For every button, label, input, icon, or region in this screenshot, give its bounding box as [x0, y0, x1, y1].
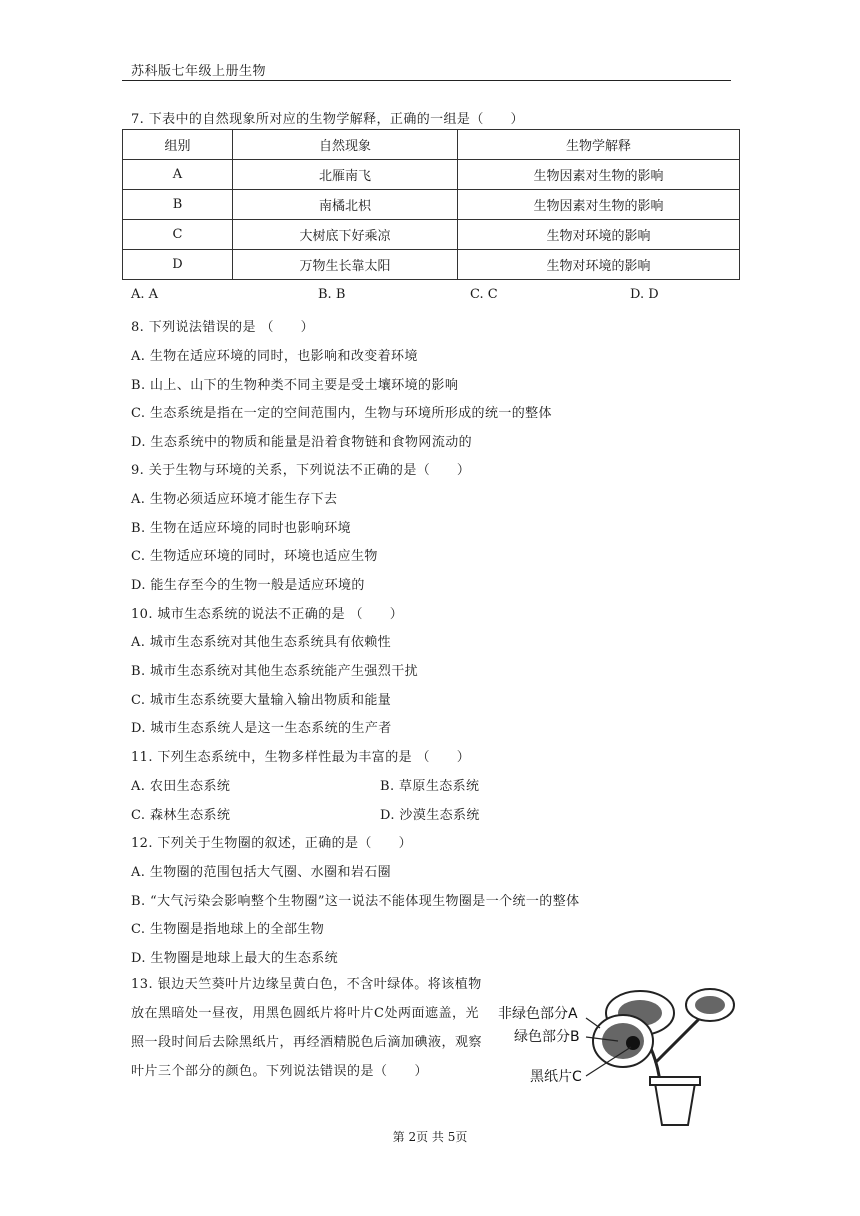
table-row — [123, 220, 740, 250]
geranium-figure — [490, 983, 740, 1133]
q11-option-c: C. 森林生态系统 — [131, 808, 231, 823]
table-row — [123, 190, 740, 220]
table-row — [123, 160, 740, 190]
table-cell: 生物因素对生物的影响 — [458, 190, 740, 220]
geranium-plant-icon — [490, 983, 740, 1133]
q7-stem: 7. 下表中的自然现象所对应的生物学解释，正确的一组是（ ） — [131, 112, 524, 127]
table-cell: B — [123, 190, 233, 220]
q10-option-b: B. 城市生态系统对其他生态系统能产生强烈干扰 — [131, 664, 419, 679]
q12-option-c: C. 生物圈是指地球上的全部生物 — [131, 922, 325, 937]
table-cell: D — [123, 250, 233, 280]
table-cell: 生物对环境的影响 — [458, 220, 740, 250]
q9-option-b: B. 生物在适应环境的同时也影响环境 — [131, 521, 352, 536]
q7-option-a: A. A — [131, 287, 159, 302]
q7-table — [122, 129, 740, 280]
q9-stem: 9. 关于生物与环境的关系，下列说法不正确的是（ ） — [131, 463, 471, 478]
table-header-row — [123, 130, 740, 160]
q7-option-d: D. D — [630, 287, 659, 302]
table-header-cell: 组别 — [123, 130, 233, 160]
q10-option-a: A. 城市生态系统对其他生态系统具有依赖性 — [131, 635, 392, 650]
q9-option-a: A. 生物必须适应环境才能生存下去 — [131, 492, 338, 507]
q8-option-c: C. 生态系统是指在一定的空间范围内，生物与环境所形成的统一的整体 — [131, 406, 552, 421]
q9-option-d: D. 能生存至今的生物一般是适应环境的 — [131, 578, 365, 593]
q10-option-c: C. 城市生态系统要大量输入输出物质和能量 — [131, 693, 392, 708]
q11-option-d: D. 沙漠生态系统 — [380, 808, 480, 823]
table-cell: 万物生长靠太阳 — [233, 250, 458, 280]
q8-option-a: A. 生物在适应环境的同时，也影响和改变着环境 — [131, 349, 418, 364]
q10-option-d: D. 城市生态系统人是这一生态系统的生产者 — [131, 721, 392, 736]
figure-label-b: 绿色部分B — [514, 1029, 580, 1045]
table-row — [123, 250, 740, 280]
table-cell: 北雁南飞 — [233, 160, 458, 190]
q9-option-c: C. 生物适应环境的同时，环境也适应生物 — [131, 549, 378, 564]
q8-option-b: B. 山上、山下的生物种类不同主要是受土壤环境的影响 — [131, 378, 459, 393]
table-header-cell: 生物学解释 — [458, 130, 740, 160]
page-number: 第 2页 共 5页 — [392, 1130, 468, 1144]
q8-stem: 8. 下列说法错误的是 （ ） — [131, 320, 315, 335]
q12-option-b: B. “大气污染会影响整个生物圈”这一说法不能体现生物圈是一个统一的整体 — [131, 894, 580, 909]
table-cell: 生物因素对生物的影响 — [458, 160, 740, 190]
q11-stem: 11. 下列生态系统中，生物多样性最为丰富的是 （ ） — [131, 750, 471, 765]
table-header-cell: 自然现象 — [233, 130, 458, 160]
page-header-title: 苏科版七年级上册生物 — [131, 64, 267, 79]
table-cell: 南橘北枳 — [233, 190, 458, 220]
header-rule — [122, 80, 731, 81]
q10-stem: 10. 城市生态系统的说法不正确的是 （ ） — [131, 607, 404, 622]
q7-option-c: C. C — [470, 287, 498, 302]
figure-label-a: 非绿色部分A — [498, 1006, 578, 1022]
table-cell: A — [123, 160, 233, 190]
q8-option-d: D. 生态系统中的物质和能量是沿着食物链和食物网流动的 — [131, 435, 473, 450]
q11-option-a: A. 农田生态系统 — [131, 779, 231, 794]
q12-option-d: D. 生物圈是地球上最大的生态系统 — [131, 951, 339, 966]
q13-stem: 13. 银边天竺葵叶片边缘呈黄白色，不含叶绿体。将该植物放在黑暗处一昼夜，用黑色圆纸片将叶片C处两面遮盖，光照一段时间后去除黑纸片，再经酒精脱色后滴加碘液，观察叶片三个部分的颜色。下列说法错误的是（ ） — [131, 977, 483, 1079]
figure-label-c: 黑纸片C — [530, 1069, 582, 1085]
table-cell: C — [123, 220, 233, 250]
q7-option-b: B. B — [318, 287, 346, 302]
q12-stem: 12. 下列关于生物圈的叙述，正确的是（ ） — [131, 836, 413, 851]
q12-option-a: A. 生物圈的范围包括大气圈、水圈和岩石圈 — [131, 865, 392, 880]
table-cell: 生物对环境的影响 — [458, 250, 740, 280]
table-cell: 大树底下好乘凉 — [233, 220, 458, 250]
q11-option-b: B. 草原生态系统 — [380, 779, 480, 794]
